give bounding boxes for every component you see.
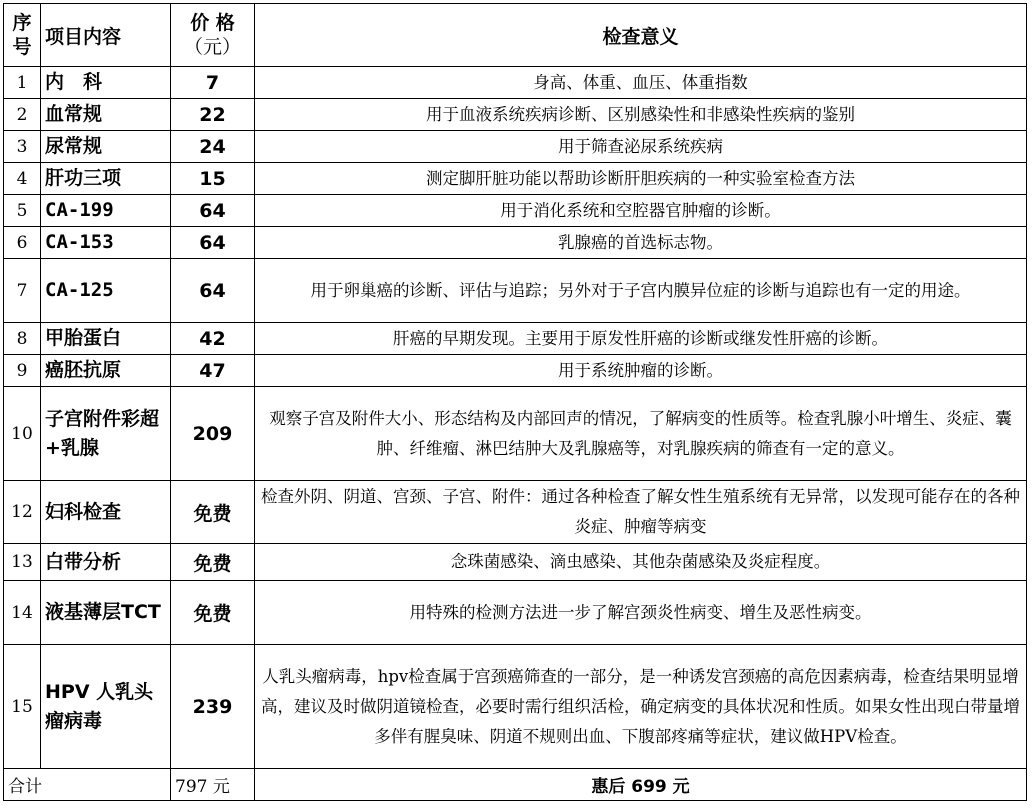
row-item: HPV 人乳头瘤病毒 [41,645,171,769]
row-item: 液基薄层TCT [41,581,171,645]
row-no: 8 [4,323,41,355]
header-price-line2: （元） [183,36,241,58]
total-row [4,769,1027,801]
header-meaning: 检查意义 [255,4,1027,67]
row-no: 15 [4,645,41,769]
row-item: 妇科检查 [41,481,171,544]
row-meaning: 观察子宫及附件大小、形态结构及内部回声的情况，了解病变的性质等。检查乳腺小叶增生、炎症、囊肿、纤维瘤、淋巴结肿大及乳腺癌等，对乳腺疾病的筛查有一定的意义。 [255,387,1027,481]
row-price: 42 [171,323,255,355]
row-no: 14 [4,581,41,645]
row-meaning: 用于血液系统疾病诊断、区别感染性和非感染性疾病的鉴别 [255,99,1027,131]
row-meaning: 测定脚肝脏功能以帮助诊断肝胆疾病的一种实验室检查方法 [255,163,1027,195]
row-price: 239 [171,645,255,769]
row-price: 15 [171,163,255,195]
row-item: 内 科 [41,67,171,99]
row-no: 3 [4,131,41,163]
discount-price: 惠后 699 元 [255,769,1027,801]
row-meaning: 检查外阴、阴道、宫颈、子宫、附件：通过各种检查了解女性生殖系统有无异常，以发现可能存在的各种炎症、肿瘤等病变 [255,481,1027,544]
row-meaning: 用特殊的检测方法进一步了解宫颈炎性病变、增生及恶性病变。 [255,581,1027,645]
row-item: 血常规 [41,99,171,131]
row-item: CA-153 [41,227,171,259]
row-price: 免费 [171,581,255,645]
row-meaning: 念珠菌感染、滴虫感染、其他杂菌感染及炎症程度。 [255,544,1027,581]
row-price: 64 [171,195,255,227]
table-row [4,195,1027,227]
row-no: 12 [4,481,41,544]
row-no: 1 [4,67,41,99]
row-no: 5 [4,195,41,227]
table-row [4,227,1027,259]
row-meaning: 肝癌的早期发现。主要用于原发性肝癌的诊断或继发性肝癌的诊断。 [255,323,1027,355]
exam-price-table [3,3,1027,801]
row-price: 64 [171,227,255,259]
row-no: 7 [4,259,41,323]
row-meaning: 人乳头瘤病毒，hpv检查属于宫颈癌筛查的一部分，是一种诱发宫颈癌的高危因素病毒，检查结果明显增高，建议及时做阴道镜检查，必要时需行组织活检，确定病变的具体状况和性质。如果女性出现白带量增多伴有腥臭味、阴道不规则出血、下腹部疼痛等症状，建议做HPV检查。 [255,645,1027,769]
row-meaning: 用于消化系统和空腔器官肿瘤的诊断。 [255,195,1027,227]
row-price: 64 [171,259,255,323]
row-meaning: 用于系统肿瘤的诊断。 [255,355,1027,387]
header-price [171,4,255,67]
table-row [4,355,1027,387]
total-label: 合计 [4,769,171,801]
row-item: 癌胚抗原 [41,355,171,387]
row-price: 209 [171,387,255,481]
header-price-line1: 价 格 [190,12,235,34]
row-item: CA-125 [41,259,171,323]
row-meaning: 用于卵巢癌的诊断、评估与追踪；另外对于子宫内膜异位症的诊断与追踪也有一定的用途。 [255,259,1027,323]
table-row [4,323,1027,355]
table-row [4,645,1027,769]
header-row [4,4,1027,67]
row-price: 免费 [171,544,255,581]
table-row [4,481,1027,544]
table-row [4,544,1027,581]
row-no: 9 [4,355,41,387]
header-no: 序号 [4,4,41,67]
row-price: 24 [171,131,255,163]
row-item: 子宫附件彩超+乳腺 [41,387,171,481]
row-meaning: 身高、体重、血压、体重指数 [255,67,1027,99]
row-item: CA-199 [41,195,171,227]
row-price: 47 [171,355,255,387]
table-row [4,99,1027,131]
table-row [4,387,1027,481]
row-item: 尿常规 [41,131,171,163]
row-no: 13 [4,544,41,581]
table-row [4,163,1027,195]
row-no: 6 [4,227,41,259]
row-price: 7 [171,67,255,99]
table-row [4,259,1027,323]
total-sum: 797 元 [171,769,255,801]
row-meaning: 用于筛查泌尿系统疾病 [255,131,1027,163]
row-price: 免费 [171,481,255,544]
row-price: 22 [171,99,255,131]
table-row [4,131,1027,163]
row-meaning: 乳腺癌的首选标志物。 [255,227,1027,259]
table-row [4,581,1027,645]
row-item: 白带分析 [41,544,171,581]
row-no: 2 [4,99,41,131]
table-row [4,67,1027,99]
row-no: 4 [4,163,41,195]
row-item: 肝功三项 [41,163,171,195]
row-no: 10 [4,387,41,481]
header-item: 项目内容 [41,4,171,67]
row-item: 甲胎蛋白 [41,323,171,355]
